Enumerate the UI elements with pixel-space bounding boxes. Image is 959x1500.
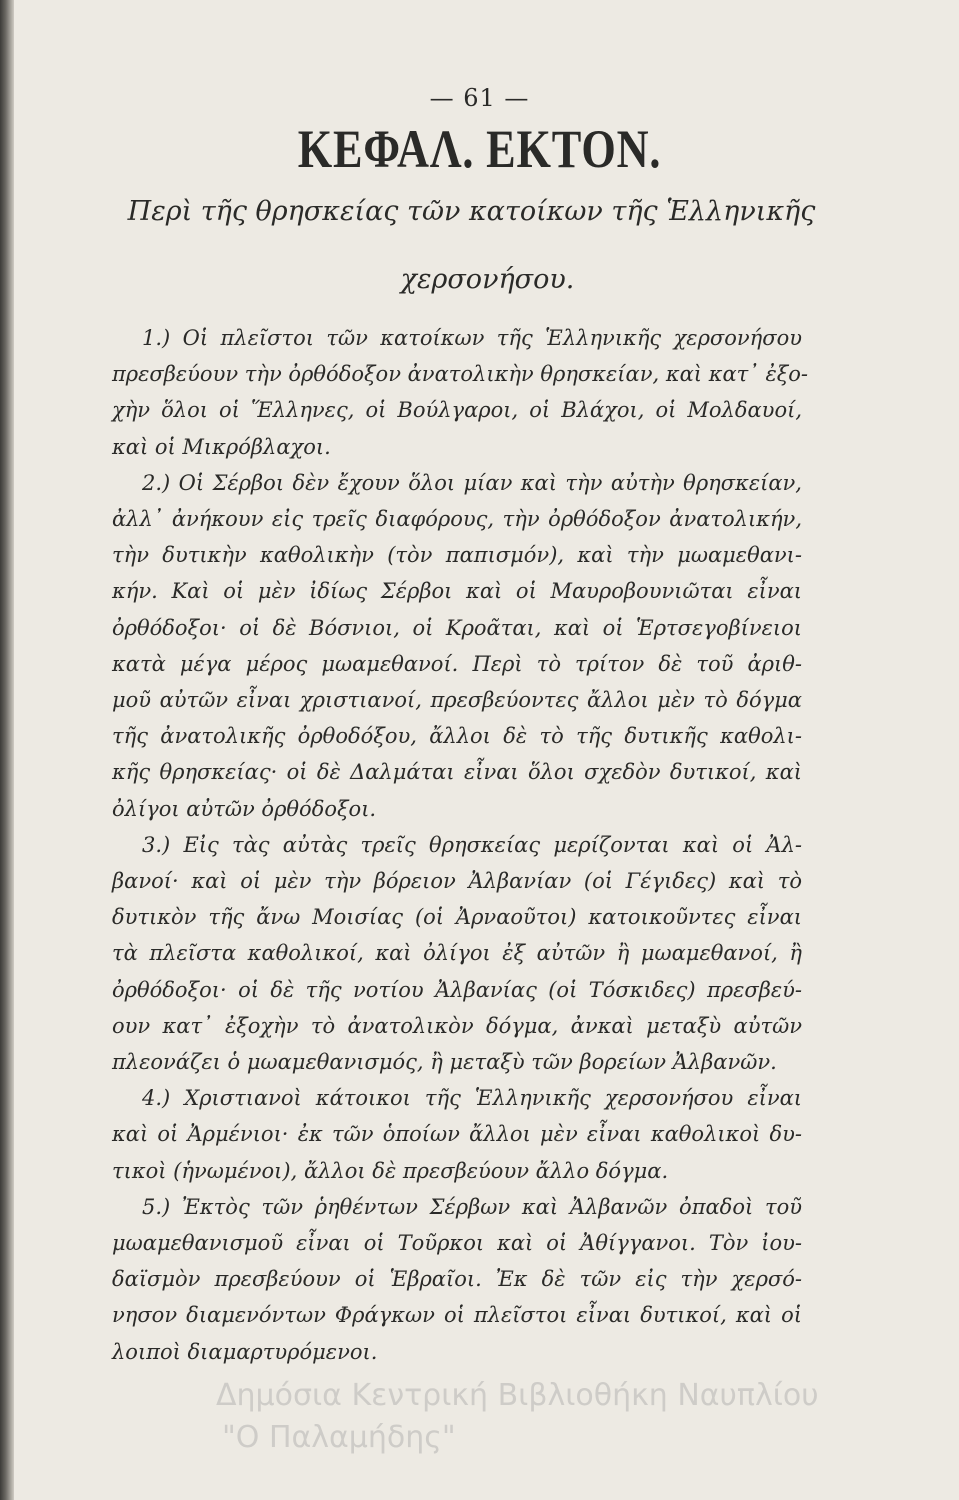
text-line: 1.) Οἱ πλεῖστοι τῶν κατοίκων τῆς Ἑλληνικῆς χερσονήσου — [142, 326, 802, 350]
library-watermark-line-2: "Ο Παλαμήδης" — [222, 1420, 456, 1455]
text-line: βανοί· καὶ οἱ μὲν τὴν βόρειον Ἀλβανίαν (οἱ Γέγιδες) καὶ τὸ — [112, 869, 802, 893]
text-line: μοῦ αὐτῶν εἶναι χριστιανοί, πρεσβεύοντες ἄλλοι μὲν τὸ δόγμα — [112, 688, 802, 712]
text-line: τικοὶ (ἡνωμένοι), ἄλλοι δὲ πρεσβεύουν ἄλλο δόγμα. — [112, 1158, 669, 1183]
text-line: 4.) Χριστιανοὶ κάτοικοι τῆς Ἑλληνικῆς χερσονήσου εἶναι — [142, 1086, 802, 1111]
library-watermark-line-1: Δημόσια Κεντρική Βιβλιοθήκη Ναυπλίου — [216, 1378, 819, 1413]
text-line: τῆς ἀνατολικῆς ὀρθοδόξου, ἄλλοι δὲ τὸ τῆς δυτικῆς καθολι- — [112, 724, 802, 749]
text-line: 3.) Εἰς τὰς αὐτὰς τρεῖς θρησκείας μερίζονται καὶ οἱ Ἀλ- — [142, 832, 802, 857]
chapter-subtitle-line-1: Περὶ τῆς θρησκείας τῶν κατοίκων τῆς Ἑλληνικῆς — [127, 196, 816, 227]
text-line: δαϊσμὸν πρεσβεύουν οἱ Ἑβραῖοι. Ἐκ δὲ τῶν εἰς τὴν χερσό- — [112, 1267, 802, 1292]
text-line: ὀλίγοι αὐτῶν ὀρθόδοξοι. — [112, 796, 377, 821]
text-line: τὴν δυτικὴν καθολικὴν (τὸν παπισμόν), καὶ τὴν μωαμεθανι- — [112, 543, 802, 568]
chapter-title: ΚΕΦΑΛ. ΕΚΤΟΝ. — [297, 119, 662, 179]
text-line: κῆς θρησκείας· οἱ δὲ Δαλμάται εἶναι ὅλοι σχεδὸν δυτικοί, καὶ — [112, 760, 802, 785]
text-line: δυτικὸν τῆς ἄνω Μοισίας (οἱ Ἀρναοῦτοι) κατοικοῦντες εἶναι — [112, 905, 802, 930]
text-line: τὰ πλεῖστα καθολικοί, καὶ ὀλίγοι ἐξ αὐτῶν ἢ μωαμεθανοί, ἢ — [112, 941, 802, 966]
text-line: πρεσβεύουν τὴν ὀρθόδοξον ἀνατολικὴν θρησκείαν, καὶ κατ᾽ ἐξο- — [112, 362, 809, 387]
text-line: ὀρθόδοξοι· οἱ δὲ Βόσνιοι, οἱ Κροᾶται, καὶ οἱ Ἑρτσεγοβίνειοι — [112, 615, 802, 640]
text-line: 5.) Ἐκτὸς τῶν ῥηθέντων Σέρβων καὶ Ἀλβανῶν ὀπαδοὶ τοῦ — [142, 1194, 802, 1219]
text-line: ὀρθόδοξοι· οἱ δὲ τῆς νοτίου Ἀλβανίας (οἱ Τόσκιδες) πρεσβεύ- — [112, 977, 802, 1002]
text-line: κήν. Καὶ οἱ μὲν ἰδίως Σέρβοι καὶ οἱ Μαυροβουνιῶται εἶναι — [112, 579, 802, 604]
text-line: νησον διαμενόντων Φράγκων οἱ πλεῖστοι εἶναι δυτικοί, καὶ οἱ — [112, 1303, 802, 1328]
page-number: — 61 — — [429, 84, 530, 112]
text-line: χὴν ὅλοι οἱ Ἕλληνες, οἱ Βούλγαροι, οἱ Βλάχοι, οἱ Μολδαυοί, — [112, 398, 802, 423]
text-line: πλεονάζει ὁ μωαμεθανισμός, ἢ μεταξὺ τῶν βορείων Ἀλβανῶν. — [112, 1050, 777, 1074]
text-line: λοιποὶ διαμαρτυρόμενοι. — [112, 1339, 378, 1364]
chapter-subtitle-line-2: χερσονήσου. — [400, 264, 575, 295]
text-line: ἀλλ᾽ ἀνήκουν εἰς τρεῖς διαφόρους, τὴν ὀρθόδοξον ἀνατολικήν, — [112, 507, 802, 531]
text-line: μωαμεθανισμοῦ εἶναι οἱ Τοῦρκοι καὶ οἱ Ἀθίγγανοι. Τὸν ἰου- — [112, 1231, 802, 1255]
text-line: καὶ οἱ Μικρόβλαχοι. — [112, 434, 331, 459]
text-line: καὶ οἱ Ἀρμένιοι· ἐκ τῶν ὁποίων ἄλλοι μὲν εἶναι καθολικοὶ δυ- — [112, 1122, 802, 1147]
text-line: 2.) Οἱ Σέρβοι δὲν ἔχουν ὅλοι μίαν καὶ τὴν αὐτὴν θρησκείαν, — [142, 470, 802, 495]
text-line: ουν κατ᾽ ἐξοχὴν τὸ ἀνατολικὸν δόγμα, ἀνκαὶ μεταξὺ αὐτῶν — [112, 1013, 802, 1038]
text-line: κατὰ μέγα μέρος μωαμεθανοί. Περὶ τὸ τρίτον δὲ τοῦ ἀριθ- — [112, 651, 802, 676]
